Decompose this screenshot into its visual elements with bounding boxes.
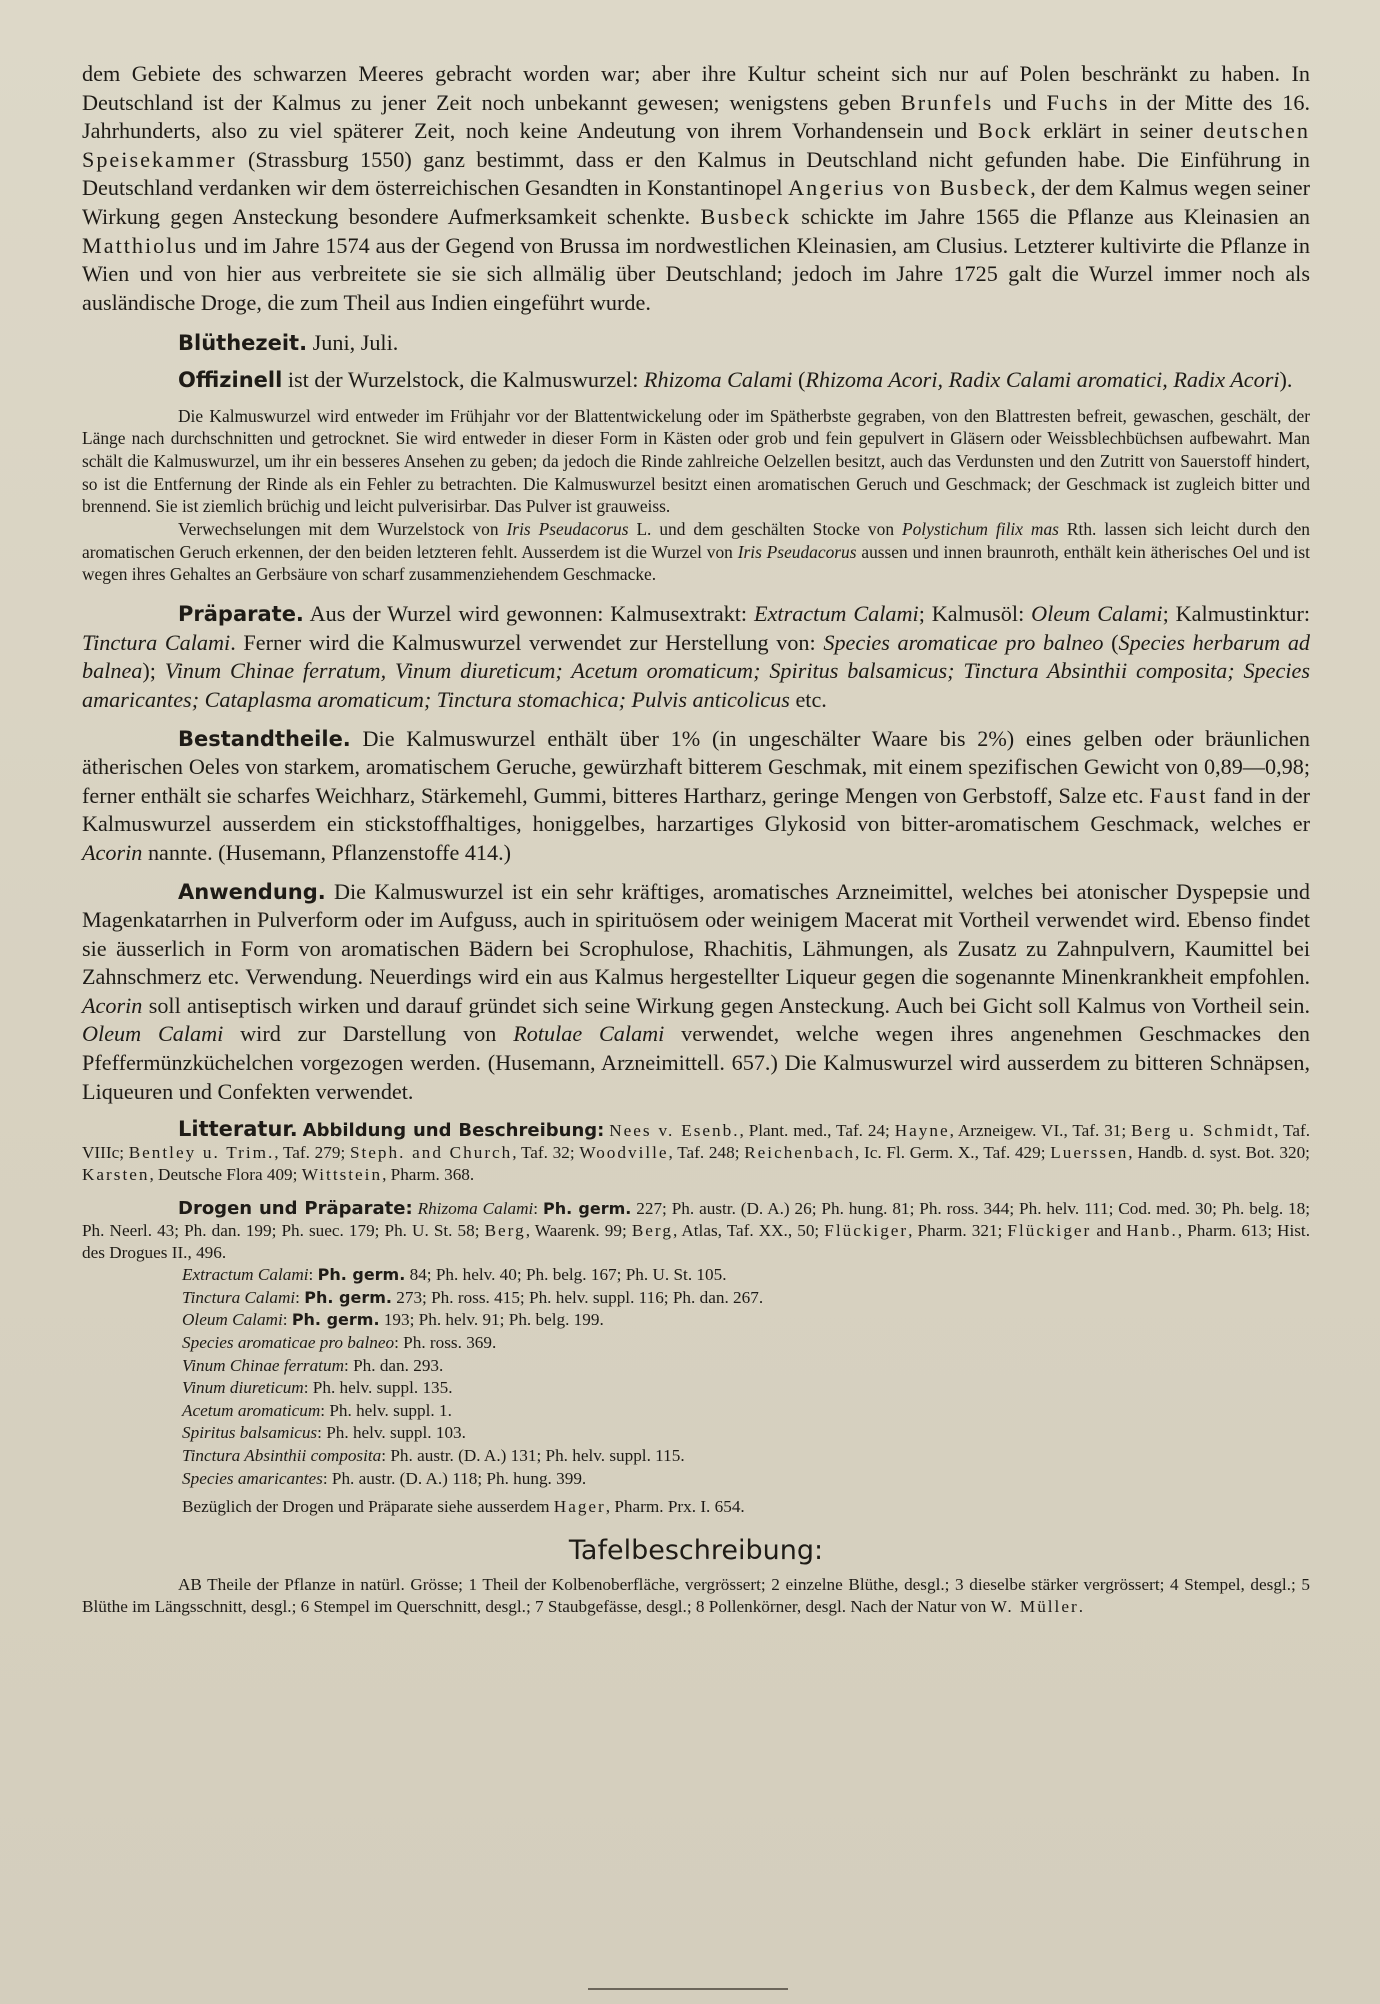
pharmacopoeia-ref: Ph. germ.: [304, 1287, 392, 1307]
text-run: schickte im Jahre 1565 die Pflanze aus Kleinasien an: [790, 203, 1311, 229]
drogen-paragraph: [82, 1198, 1310, 1264]
text-run: , Pharm. 368.: [382, 1165, 475, 1185]
text-run: and: [1091, 1221, 1127, 1241]
text-run: L. und dem geschälten Stocke von: [628, 519, 902, 540]
spaced-name: Wittstein: [301, 1165, 383, 1185]
drogen-list-item: [182, 1496, 1310, 1519]
italic-term: Vinum Chinae ferratum, Vinum diureticum; Acetum oromaticum; Spiritus balsamicus; Tinctura Absinthii composita; Species amaricantes; Cataplasma aromaticum; Tinctura stomachica; Pulvis anticolicus: [82, 658, 1310, 712]
intro-paragraph: [82, 60, 1310, 317]
drogen-list-item: [182, 1400, 1310, 1423]
tafel-title: Tafelbeschreibung:: [568, 1534, 824, 1566]
italic-term: Vinum diureticum: [182, 1378, 304, 1398]
text-run: : Ph. helv. suppl. 103.: [317, 1423, 466, 1443]
text-run: Bezüglich der Drogen und Präparate siehe ausserdem: [182, 1497, 554, 1517]
spaced-name: Karsten: [82, 1165, 150, 1185]
italic-term: Oleum Calami: [82, 1021, 224, 1047]
italic-term: Iris Pseudacorus: [737, 541, 857, 562]
text-run: (: [1103, 629, 1119, 655]
italic-term: Species aromaticae pro balneo: [182, 1333, 395, 1353]
text-run: , Taf. VIIIc;: [82, 1121, 1311, 1163]
text-run: Die Kalmuswurzel enthält über 1% (in ungeschälter Waare bis 2%) eines gelben oder bräunlichen ätherischen Oeles von starkem, aromatischem Geruche, gewürzhaft bitterem Geschmak, mit einem spezifischen Gewicht von 0,89—0,98; ferner enthält sie scharfes Weichharz, Stärkemehl, Gummi, bitteres Hartharz, geringe Mengen von Gerbstoff, Salze etc.: [82, 725, 1310, 808]
drogen-list-item: [182, 1377, 1310, 1400]
text-run: Die Kalmuswurzel ist ein sehr kräftiges, aromatisches Arzneimittel, welches bei atonischer Dyspepsie und Magenkatarrhen in Pulverform oder im Aufguss, auch in spirituösem oder weinigem Macerat mit Vortheil verwendet wird. Ebenso findet sie äusserlich in Form von aromatischen Bädern bei Scrophulose, Rhachitis, Lähmungen, als Zusatz zu Zahnpulvern, Kaumittel bei Zahnschmerz etc. Verwendung. Neuerdings wird ein aus Kalmus hergestellter Liqueur gegen die sogenannte Minenkrankheit empfohlen.: [82, 878, 1310, 990]
italic-term: Tinctura Calami: [82, 629, 231, 655]
text-run: ist der Wurzelstock, die Kalmuswurzel:: [282, 366, 644, 392]
text-run: soll antiseptisch wirken und darauf gründet sich seine Wirkung gegen Ansteckung. Auch bei Gicht soll Kalmus von Vortheil sein.: [142, 992, 1310, 1018]
text-run: und: [993, 89, 1047, 115]
italic-term: Extractum Calami: [182, 1265, 309, 1285]
pharmacopoeia-ref: Ph. germ.: [317, 1265, 406, 1285]
bottom-rule: [588, 1988, 788, 1990]
text-run: , Atlas, Taf. XX., 50;: [672, 1221, 825, 1241]
text-run: wird zur Darstellung von: [223, 1021, 514, 1047]
italic-term: Rhizoma Calami: [643, 366, 793, 392]
spaced-name: Flückiger: [824, 1221, 909, 1241]
text-run: ; Kalmusöl:: [918, 601, 1032, 627]
praeparate-paragraph: [82, 600, 1310, 714]
drogen-list-item: [182, 1445, 1310, 1468]
text-run: , der dem Kalmus wegen seiner Wirkung gegen Ansteckung besondere Aufmerksamkeit schenkte.: [82, 175, 1310, 229]
subsection-heading: Abbildung und Beschreibung:: [302, 1120, 605, 1142]
spaced-name: Berg: [631, 1221, 673, 1241]
text-run: :: [282, 1310, 292, 1330]
text-run: fand in der Kalmuswurzel ausserdem ein stickstoffhaltiges, honiggelbes, harzartiges Glykosid von bitter-aromatischem Geschmack, welches er: [82, 782, 1310, 837]
drogen-list: [182, 1264, 1310, 1519]
text-run: 273; Ph. ross. 415; Ph. helv. suppl. 116; Ph. dan. 267.: [391, 1287, 764, 1307]
italic-term: Species aromaticae pro balneo: [823, 629, 1104, 655]
text-run: in der Mitte des 16. Jahrhunderts, also zu viel späterer Zeit, noch keine Andeutung von ihrem Vorhandensein und: [82, 89, 1311, 144]
spaced-name: Woodville: [579, 1143, 669, 1163]
text-run: Verwechselungen mit dem Wurzelstock von: [178, 519, 507, 540]
text-run: , Pharm. 321;: [908, 1221, 1008, 1241]
italic-term: Species herbarum ad balnea: [82, 629, 1311, 684]
italic-term: Tinctura Absinthii composita: [182, 1446, 382, 1465]
text-run: 193; Ph. helv. 91; Ph. belg. 199.: [379, 1310, 604, 1330]
drogen-list-item: [182, 1309, 1310, 1332]
italic-term: Rhizoma Calami: [417, 1199, 534, 1219]
text-run: : Ph. helv. suppl. 1.: [320, 1400, 452, 1420]
text-run: und im Jahre 1574 aus der Gegend von Brussa im nordwestlichen Kleinasien, am Clusius. Letzterer kultivirte die Pflanze in Wien und von hier aus verbreitete sie sie sich allmälig über Deutschland; jedoch im Jahre 1725 galt die Wurzel immer noch als ausländische Droge, die zum Theil aus Indien eingeführt wurde.: [82, 232, 1310, 315]
subsection-heading: Drogen und Präparate:: [178, 1198, 413, 1220]
text-run: AB Theile der Pflanze in natürl. Grösse; 1 Theil der Kolbenoberfläche, vergrössert; 2 einzelne Blüthe, desgl.; 3 dieselbe stärker vergrössert; 4 Stempel, desgl.; 5 Blüthe im Längsschnitt, desgl.; 6 Stempel im Querschnitt, desgl.; 7 Staubgefässe, desgl.; 8 Pollenkörner, desgl. Nach der Natur von: [82, 1574, 1310, 1616]
text-run: );: [142, 658, 165, 684]
text-run: Rth. lassen sich leicht durch den aromatischen Geruch erkennen, der den beiden letzteren fehlt. Ausserdem ist die Wurzel von: [82, 519, 1310, 562]
section-heading: Litteratur.: [178, 1117, 298, 1142]
spaced-name: Busbeck: [700, 203, 791, 229]
bluethezeit-heading: Blüthezeit.: [178, 331, 308, 356]
text-run: , Waarenk. 99;: [525, 1221, 632, 1241]
italic-term: Spiritus balsamicus: [182, 1423, 318, 1443]
offizinell-paragraph: [82, 366, 1310, 395]
bluethezeit-text: Juni, Juli.: [307, 330, 399, 356]
text-run: , Deutsche Flora 409;: [149, 1165, 302, 1185]
section-heading: Präparate.: [178, 602, 304, 627]
spaced-name: Brunfels: [900, 89, 994, 115]
spaced-name: Fuchs: [1046, 89, 1110, 115]
italic-term: Oleum Calami: [182, 1310, 283, 1330]
text-run: :: [295, 1287, 305, 1307]
text-run: , Taf. 248;: [668, 1143, 745, 1163]
text-run: , Pharm. 613; Hist. des Drogues II., 496.: [82, 1221, 1310, 1263]
italic-term: Extractum Calami: [754, 601, 919, 627]
spaced-name: deutschen Speisekammer: [82, 118, 1310, 172]
text-run: , Pharm. Prx. I. 654.: [605, 1497, 745, 1517]
text-run: : Ph. dan. 293.: [344, 1355, 444, 1375]
text-run: 227; Ph. austr. (D. A.) 26; Ph. hung. 81; Ph. ross. 344; Ph. helv. 111; Cod. med. 30; Ph. belg. 18; Ph. Neerl. 43; Ph. dan. 199; Ph. suec. 179; Ph. U. St. 58;: [82, 1199, 1311, 1241]
anwendung-paragraph: [82, 878, 1310, 1107]
italic-term: Rotulae Calami: [513, 1021, 665, 1047]
text-run: : Ph. ross. 369.: [394, 1333, 497, 1353]
text-run: , Taf. 32;: [512, 1143, 580, 1163]
pharmacopoeia-ref: Ph. germ.: [291, 1310, 380, 1330]
italic-term: Acorin: [82, 839, 143, 865]
text-run: ; Kalmustinktur:: [1162, 601, 1311, 627]
italic-term: Rhizoma Acori, Radix Calami aromatici, Radix Acori: [805, 366, 1280, 392]
italic-term: Acorin: [82, 992, 143, 1018]
bluethezeit-paragraph: [82, 329, 1310, 358]
text-run: , Handb. d. syst. Bot. 320;: [1128, 1143, 1310, 1163]
text-run: erklärt in seiner: [1032, 118, 1204, 144]
text-run: , Plant. med., Taf. 24;: [739, 1121, 895, 1141]
italic-term: Polystichum filix mas: [901, 519, 1059, 540]
italic-term: Vinum Chinae ferratum: [182, 1355, 344, 1375]
italic-term: Iris Pseudacorus: [506, 519, 629, 540]
italic-term: Tinctura Calami: [182, 1287, 296, 1307]
spaced-name: Steph. and Church: [349, 1143, 513, 1163]
small-paragraph-verwechselungen: [82, 518, 1310, 586]
italic-term: Species amaricantes: [182, 1468, 323, 1488]
spaced-name: Faust: [1149, 782, 1208, 808]
pharmacopoeia-ref: Ph. germ.: [543, 1199, 632, 1219]
litteratur-paragraph: [82, 1118, 1310, 1186]
drogen-list-item: [182, 1468, 1310, 1491]
drogen-list-item: [182, 1332, 1310, 1355]
text-run: , Taf. 279;: [274, 1143, 350, 1163]
text-run: ).: [1279, 366, 1293, 392]
text-run: :: [533, 1199, 543, 1219]
text-run: :: [308, 1265, 318, 1285]
text-run: 84; Ph. helv. 40; Ph. belg. 167; Ph. U. St. 105.: [405, 1265, 727, 1285]
spaced-name: Bock: [977, 118, 1033, 144]
spaced-name: Reichenbach: [744, 1143, 855, 1163]
text-run: nannte. (Husemann, Pflanzenstoffe 414.): [142, 839, 512, 865]
spaced-name: W. Müller: [990, 1596, 1079, 1616]
drogen-list-item: [182, 1422, 1310, 1445]
spaced-name: Matthiolus: [82, 232, 199, 258]
spaced-name: Hayne: [894, 1121, 950, 1141]
tafel-text: [82, 1574, 1310, 1618]
section-heading: Bestandtheile.: [178, 726, 351, 751]
spaced-name: Bentley u. Trim.: [128, 1143, 275, 1163]
text-run: : Ph. austr. (D. A.) 118; Ph. hung. 399.: [322, 1468, 587, 1488]
spaced-name: Hager: [553, 1497, 606, 1517]
text-run: dem Gebiete des schwarzen Meeres gebracht worden war; aber ihre Kultur scheint sich nur auf Polen beschränkt zu haben. In Deutschland ist der Kalmus zu jener Zeit noch unbekannt gewesen; wenigstens geben: [82, 61, 1310, 115]
spaced-name: Berg u. Schmidt: [1131, 1121, 1275, 1141]
text-run: : Ph. austr. (D. A.) 131; Ph. helv. suppl. 115.: [381, 1446, 685, 1465]
spaced-name: Flückiger: [1007, 1221, 1092, 1241]
text-run: . Ferner wird die Kalmuswurzel verwendet zur Herstellung von:: [230, 629, 824, 655]
spaced-name: Luerssen: [1050, 1143, 1129, 1163]
text-run: : Ph. helv. suppl. 135.: [303, 1378, 453, 1398]
drogen-list-item: [182, 1287, 1310, 1310]
italic-term: Oleum Calami: [1031, 601, 1163, 627]
text-run: , Arzneigew. VI., Taf. 31;: [949, 1121, 1132, 1141]
small-paragraph-preparation: Die Kalmuswurzel wird entweder im Frühjahr vor der Blattentwickelung oder im Spätherbste gegraben, von den Blattresten befreit, gewaschen, geschält, der Länge nach durchschnitten und getrocknet. Sie wird entweder in dieser Form in Kästen oder grob und fein gepulvert in Gläsern oder Weissblechbüchsen aufbewahrt. Man schält die Kalmuswurzel, um ihr ein besseres Ansehen zu geben; da jedoch die Rinde zahlreiche Oelzellen besitzt, auch das Verdunsten und den Zutritt von Sauerstoff hindert, so ist die Entfernung der Rinde als ein Fehler zu betrachten. Die Kalmuswurzel besitzt einen aromatischen Geruch und Geschmack; der Geschmack ist zugleich bitter und brennend. Sie ist ziemlich brüchig und leicht pulverisirbar. Das Pulver ist grauweiss.: [82, 405, 1310, 517]
bestandtheile-paragraph: [82, 725, 1310, 868]
section-heading: Offizinell: [178, 367, 283, 392]
spaced-name: Hanb.: [1126, 1221, 1178, 1241]
text-run: (Strassburg 1550) ganz bestimmt, dass er den Kalmus in Deutschland nicht gefunden habe. Die Einführung in Deutschland verdanken wir dem österreichischen Gesandten in Konstantinopel: [82, 146, 1310, 201]
spaced-name: Berg: [484, 1221, 526, 1241]
spaced-name: Angerius von Busbeck: [788, 175, 1031, 201]
italic-term: Acetum aromaticum: [182, 1400, 321, 1420]
text-run: , Ic. Fl. Germ. X., Taf. 429;: [854, 1143, 1051, 1163]
text-run: .: [1078, 1596, 1083, 1616]
section-heading: Anwendung.: [178, 879, 326, 904]
drogen-list-item: [182, 1355, 1310, 1378]
text-run: aussen und innen braunroth, enthält kein ätherisches Oel und ist wegen ihres Gehaltes an Gerbsäure von scharf zusammenziehendem Geschmacke.: [82, 541, 1310, 585]
drogen-list-item: [182, 1264, 1310, 1287]
text-run: Aus der Wurzel wird gewonnen: Kalmusextrakt:: [303, 601, 755, 627]
spaced-name: Nees v. Esenb.: [609, 1121, 740, 1141]
text-run: etc.: [789, 686, 827, 712]
text-run: verwendet, welche wegen ihres angenehmen Geschmackes den Pfeffermünzküchelchen vorgezogen werden. (Husemann, Arzneimittell. 657.) Die Kalmuswurzel wird ausserdem zu bitteren Schnäpsen, Liqueuren und Confekten verwendet.: [82, 1021, 1310, 1104]
text-run: (: [792, 366, 806, 392]
